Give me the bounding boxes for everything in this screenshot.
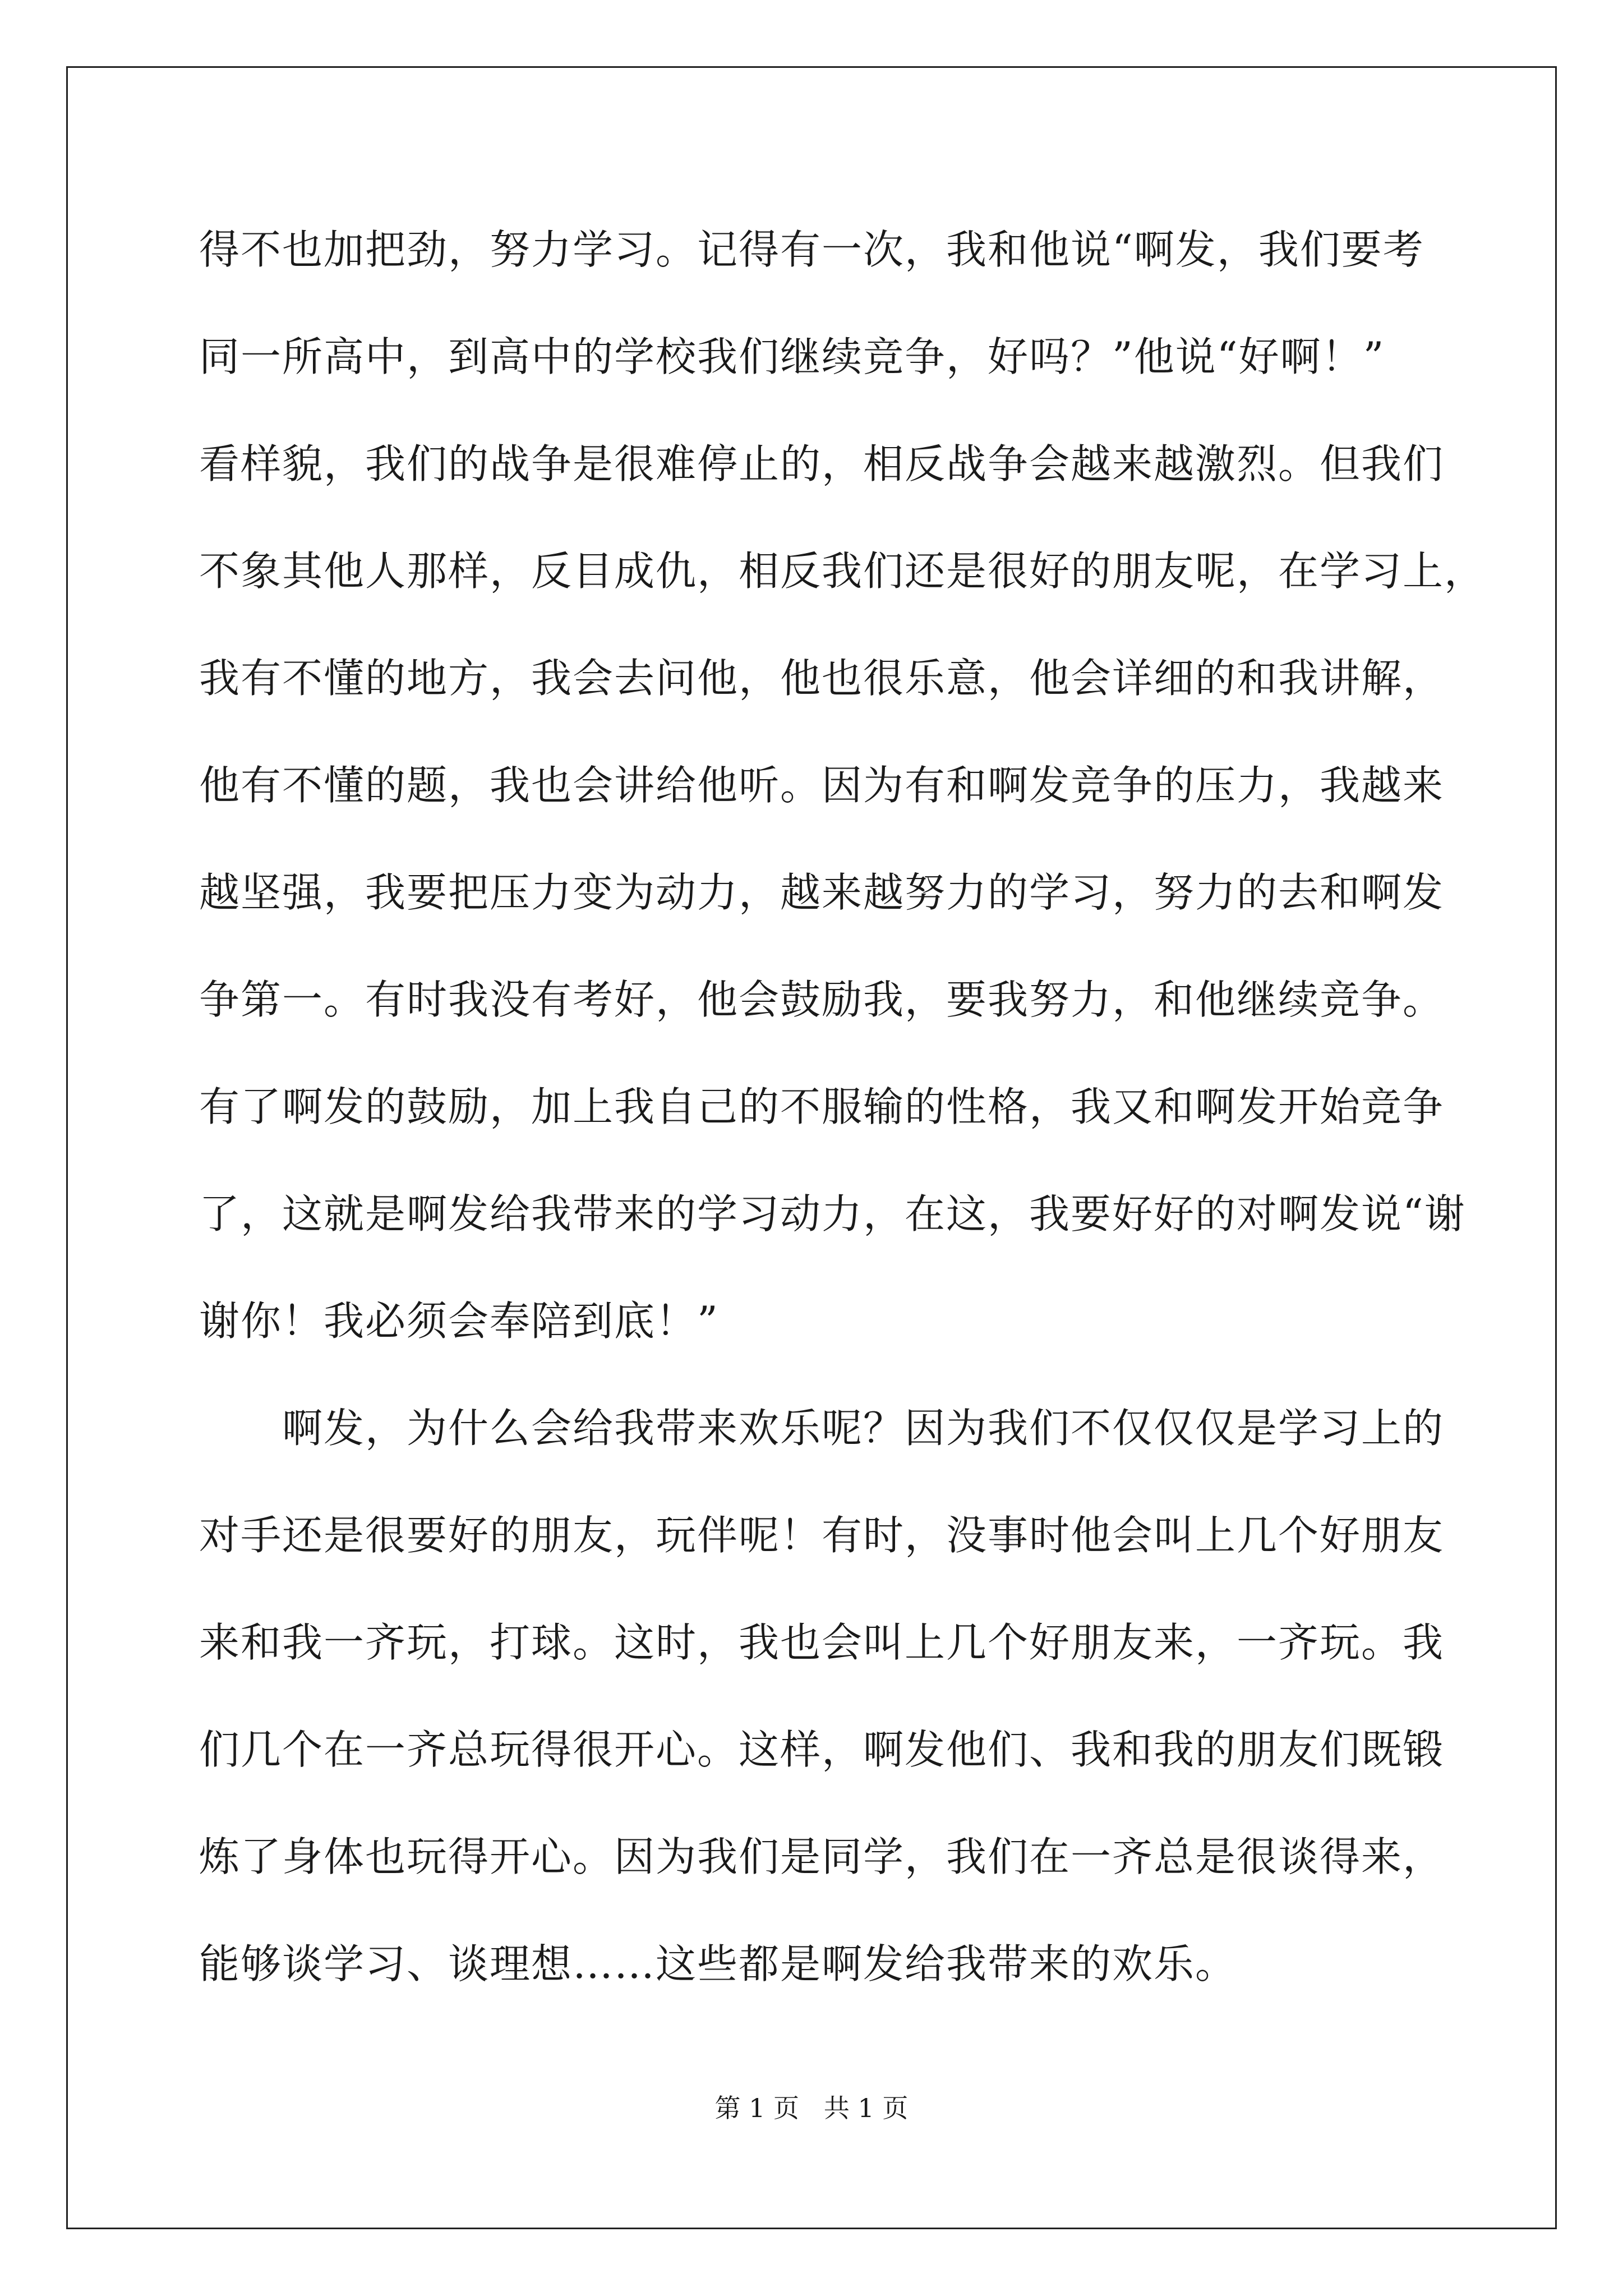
text-line: 能够谈学习、谈理想……这些都是啊发给我带来的欢乐。 (199, 1940, 1237, 1987)
text-line: 谢你！我必须会奉陪到底！” (199, 1297, 719, 1345)
page-number-footer: 第 1 页 共 1 页 (714, 2093, 909, 2123)
text-line: 了，这就是啊发给我带来的学习动力，在这，我要好好的对啊发说“谢 (199, 1190, 1466, 1237)
text-line: 啊发，为什么会给我带来欢乐呢？因为我们不仅仅仅是学习上的 (199, 1405, 1445, 1452)
text-line: 越坚强，我要把压力变为动力，越来越努力的学习，努力的去和啊发 (199, 869, 1445, 916)
text-line: 争第一。有时我没有考好，他会鼓励我，要我努力，和他继续竞争。 (199, 976, 1445, 1023)
text-line: 不象其他人那样，反目成仇，相反我们还是很好的朋友呢，在学习上， (199, 547, 1486, 595)
page-border (66, 66, 1557, 2229)
text-line: 来和我一齐玩，打球。这时，我也会叫上几个好朋友来，一齐玩。我 (199, 1619, 1445, 1666)
text-line: 们几个在一齐总玩得很开心。这样，啊发他们、我和我的朋友们既锻 (199, 1726, 1445, 1773)
text-line: 我有不懂的地方，我会去问他，他也很乐意，他会详细的和我讲解， (199, 655, 1445, 702)
text-line: 有了啊发的鼓励，加上我自己的不服输的性格，我又和啊发开始竞争 (199, 1083, 1445, 1130)
text-line: 得不也加把劲，努力学习。记得有一次，我和他说“啊发，我们要考 (199, 226, 1424, 273)
text-line: 炼了身体也玩得开心。因为我们是同学，我们在一齐总是很谈得来， (199, 1833, 1445, 1880)
text-line: 他有不懂的题，我也会讲给他听。因为有和啊发竞争的压力，我越来 (199, 762, 1445, 809)
text-line: 对手还是很要好的朋友，玩伴呢！有时，没事时他会叫上几个好朋友 (199, 1512, 1445, 1559)
text-line: 同一所高中，到高中的学校我们继续竞争，好吗？”他说“好啊！” (199, 333, 1385, 380)
text-line: 看样貌，我们的战争是很难停止的，相反战争会越来越激烈。但我们 (199, 440, 1445, 487)
